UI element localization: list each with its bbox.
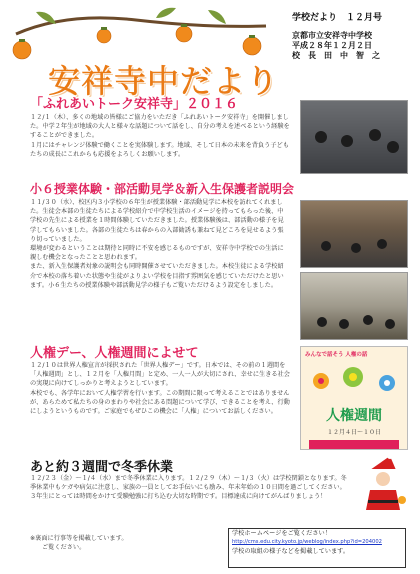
- section-title-winter-break: あと約３週間で冬季休業: [30, 460, 174, 475]
- paragraph: １月にはチャレンジ体験で働くことを実体験します。地域、そして日本の未来を背負う子どもたちの成長にこれからも応援をよろしくお願いします。: [30, 141, 289, 158]
- event-photo: [300, 200, 408, 268]
- paragraph: １２/１０は世界人権宣言が採択された「世界人権デー」です。日本では、その前の１週間を「人権週間」とし、１２月を「人権月間」と定め、一人一人が大切にされ、幸せに生きる社会の実現に向けてしっかりと考えようとしています。: [30, 362, 290, 388]
- section-body-grade6-visit: [30, 198, 288, 290]
- section-body-human-rights: [30, 361, 292, 416]
- paragraph: また、新入生保護者対象の説明会も同時開催させていただきました。本校生徒による学校紹介で本校の落ち着いた状態や生徒がよりよい学校を目指す雰囲気を感じていただけたと思います。小６生たちの授業体験や部活動見学の様子もご覧いただけるよう設定をしました。: [30, 263, 284, 289]
- footer-note: [30, 534, 220, 552]
- poster-flower-illustration: [301, 361, 407, 401]
- event-photo: [300, 100, 408, 174]
- homepage-link-note: 学校の取組の様子などを掲載しています。: [232, 548, 350, 555]
- homepage-link-box: [228, 528, 406, 568]
- issue-date: 平成２８年１２月２日: [292, 41, 372, 50]
- paragraph: １２/１（木）、多くの地域の皆様にご協力をいただき「ふれあいトーク安祥寺」を開催しました。中学２年生が地域の大人と様々な話題について話をし、自分の考えを述べるという経験をすることができました。: [30, 114, 290, 140]
- principal-name: 校 長 田 中 智 之: [292, 51, 380, 60]
- footer-note-line: ※裏面に行事等を掲載しています。: [30, 535, 128, 542]
- section-body-fureai-talk: [30, 113, 292, 159]
- section-body-winter-break: [30, 474, 348, 502]
- paragraph: １１/３０（水）、校区内３小学校の６年生が授業体験・部活動見学に本校を訪れてくれました。生徒会本部の生徒たちによる学校紹介で中学校生活のイメージを持ってもらった後、中学校の先生による授業を１時間体験していただきました。授業体験後は、部活動の様子を見学してもらいました。各部の生徒たちは春からの入部勧誘も兼ねて見どころを見せるよう張り切っていました。: [30, 199, 284, 243]
- footer-note-line: ご覧ください。: [42, 544, 86, 552]
- human-rights-poster: [300, 346, 408, 450]
- santa-illustration: [360, 452, 406, 514]
- poster-caption: みんなで話そう 人権の話: [305, 352, 368, 358]
- paragraph: 本校でも、各学年において人権学習を行います。この期間に限って考えることではありませんが、あらためて私たちの身のまわりや社会にある問題について学び、できることを考え、行動にしようというものです。ご家庭でもぜひこの機会に「人権」についてお話しください。: [30, 389, 290, 416]
- newsletter-title: 安祥寺中だより: [48, 62, 280, 100]
- section-title-human-rights: 人権デー、人権週間によせて: [30, 346, 199, 361]
- homepage-link-title: 学校ホームページをご覧ください！: [232, 530, 331, 537]
- issue-label: 学校だより １２月号: [292, 13, 383, 23]
- paragraph: 環境が変わるということは期待と同時に不安を感じるものですが、安祥寺中学校での生活に親しむ機会となったことと思われます。: [30, 245, 284, 262]
- paragraph: ３年生にとっては時間をかけて受験勉強に打ち込む大切な時期です。目標達成に向けてがんばりましょう！: [30, 493, 327, 501]
- school-name: 京都市立安祥寺中学校: [292, 31, 372, 40]
- poster-heading: 人権週間: [326, 408, 382, 424]
- section-title-grade6-visit: 小６授業体験・部活動見学＆新入生保護者説明会: [30, 182, 295, 196]
- section-title-fureai-talk: 「ふれあいトーク安祥寺」２０１６: [30, 97, 239, 112]
- paragraph: １２/２３（金）～１/４（水）まで冬季休業に入ります。１２/２９（木）～１/３（火）は学校閉鎖となります。冬季休業中もケガや病気に注意し、家族の一員としてお手伝いにも励み、年末年始の１０日間を過ごしてください。: [30, 475, 347, 492]
- poster-dates: １２月４日～１０日: [326, 429, 381, 436]
- homepage-url-link[interactable]: http://cms.edu.city.kyoto.jp/weblog/index.php?id=204002: [232, 539, 382, 545]
- event-photo: [300, 272, 408, 340]
